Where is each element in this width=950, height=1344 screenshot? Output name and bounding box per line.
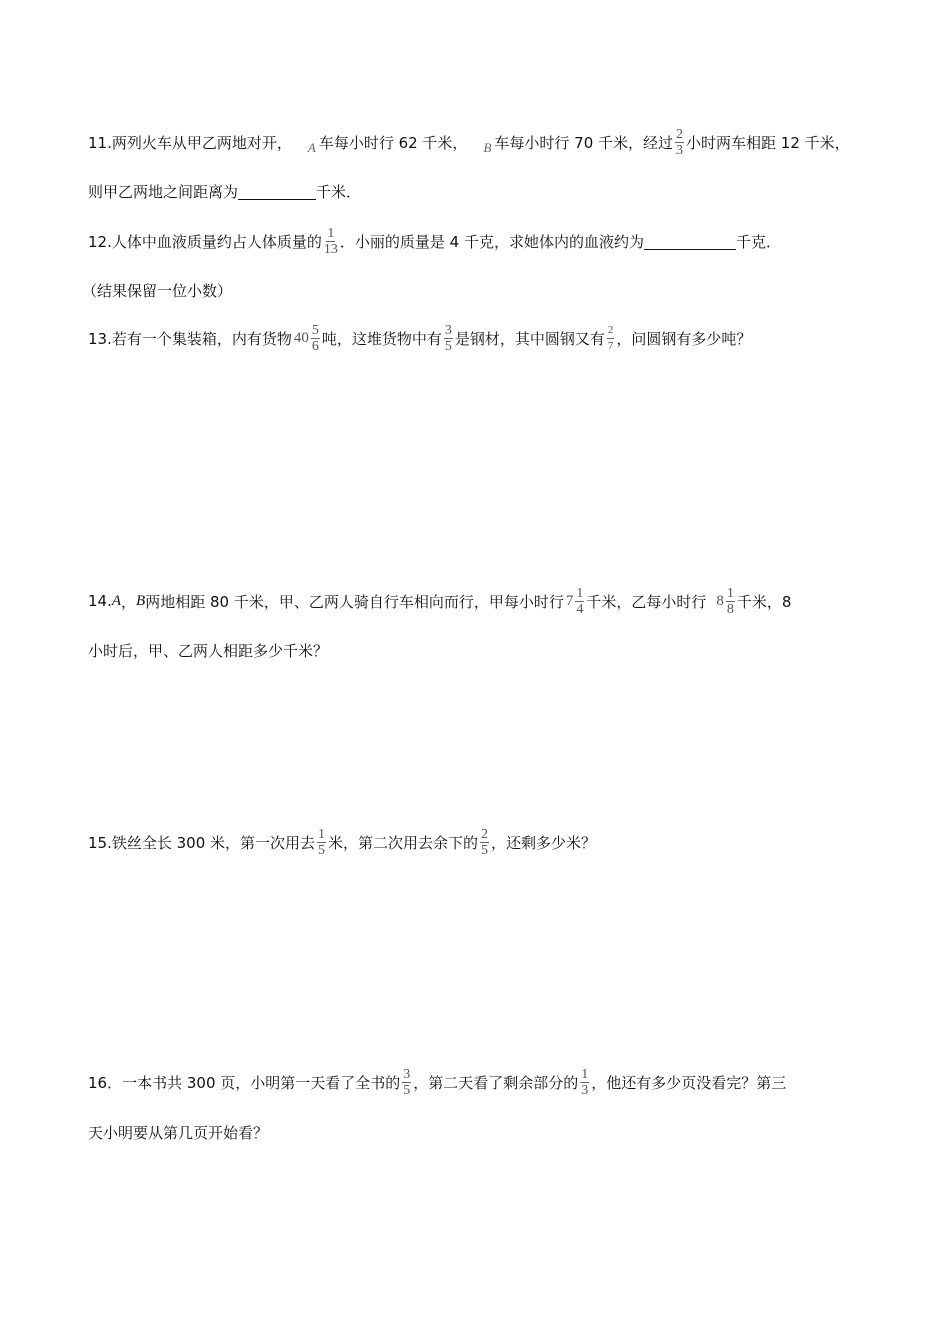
fraction bbox=[607, 323, 615, 354]
fraction bbox=[444, 323, 453, 354]
fraction bbox=[675, 127, 684, 158]
q14-text: 14. bbox=[88, 592, 112, 610]
q12-text: 12.人体中血液质量约占人体质量的 bbox=[88, 232, 322, 251]
q12-text: 千克． bbox=[735, 232, 781, 251]
denominator: 5 bbox=[318, 842, 326, 858]
denominator: 13 bbox=[323, 241, 338, 257]
q13-text: 13.若有一个集装箱，内有货物 bbox=[88, 329, 292, 348]
q14-text: 小时后，甲、乙两人相距多少千米？ bbox=[88, 641, 329, 660]
q11-line2 bbox=[88, 176, 361, 206]
q12-note-text: （结果保留一位小数） bbox=[82, 281, 233, 300]
denominator: 3 bbox=[581, 1082, 589, 1098]
q14-line1 bbox=[88, 586, 791, 616]
q14-text: 两地相距 80 千米，甲、乙两人骑自行车相向而行，甲每小时行 bbox=[145, 592, 564, 611]
denominator: 4 bbox=[576, 601, 584, 617]
whole-number: 40 bbox=[293, 329, 309, 346]
fraction bbox=[726, 586, 735, 617]
whole-number: 7 bbox=[565, 592, 574, 609]
q11-text: 小时两车相距 12 千米， bbox=[686, 133, 850, 152]
q11-text: 千米． bbox=[316, 182, 362, 201]
q12-line1 bbox=[88, 226, 781, 256]
q11-text: 11.两列火车从甲乙两地对开， bbox=[88, 133, 292, 152]
q12-text: ．小丽的质量是 4 千克，求她体内的血液约为 bbox=[339, 232, 644, 251]
numerator: 1 bbox=[726, 585, 734, 601]
fraction bbox=[324, 226, 338, 257]
fraction bbox=[480, 827, 489, 858]
denominator: 5 bbox=[481, 842, 489, 858]
numerator: 2 bbox=[607, 323, 615, 339]
q16-line2 bbox=[88, 1117, 268, 1147]
var-b: B bbox=[136, 592, 146, 609]
q15-line1 bbox=[88, 827, 596, 857]
q16-text: 天小明要从第几页开始看？ bbox=[88, 1123, 269, 1142]
q14-line2 bbox=[88, 635, 328, 665]
denominator: 8 bbox=[726, 601, 734, 617]
var-a: A bbox=[111, 592, 122, 609]
numerator: 1 bbox=[327, 225, 335, 241]
answer-blank[interactable] bbox=[238, 183, 316, 200]
q13-text: 是钢材，其中圆钢又有 bbox=[454, 329, 605, 348]
numerator: 2 bbox=[676, 126, 684, 142]
fraction bbox=[317, 827, 326, 858]
q14-text: 千米，乙每小时行 bbox=[586, 592, 707, 611]
q13-text: ，问圆钢有多少吨？ bbox=[616, 329, 752, 348]
var-a: A bbox=[307, 140, 316, 155]
denominator: 5 bbox=[403, 1082, 411, 1098]
q16-text: 16．一本书共 300 页，小明第一天看了全书的 bbox=[88, 1073, 401, 1092]
q16-text: ，第二天看了剩余部分的 bbox=[413, 1073, 579, 1092]
fraction bbox=[311, 323, 320, 354]
numerator: 1 bbox=[318, 826, 326, 842]
numerator: 3 bbox=[444, 322, 452, 338]
answer-blank[interactable] bbox=[644, 233, 736, 250]
fraction bbox=[580, 1067, 589, 1098]
q15-text: 15.铁丝全长 300 米，第一次用去 bbox=[88, 833, 316, 852]
denominator: 3 bbox=[676, 142, 684, 158]
q11-text: 车每小时行 62 千米， bbox=[318, 133, 468, 152]
denominator: 5 bbox=[444, 338, 452, 354]
numerator: 1 bbox=[576, 585, 584, 601]
q15-text: 米，第二次用去余下的 bbox=[328, 833, 479, 852]
numerator: 3 bbox=[403, 1066, 411, 1082]
q11-text: 车每小时行 70 千米，经过 bbox=[494, 133, 674, 152]
q12-note bbox=[82, 275, 232, 305]
numerator: 5 bbox=[311, 322, 319, 338]
q13-line1 bbox=[88, 323, 751, 353]
q14-text: ， bbox=[121, 592, 137, 611]
fraction bbox=[402, 1067, 411, 1098]
fraction bbox=[575, 586, 584, 617]
numerator: 2 bbox=[481, 826, 489, 842]
whole-number: 8 bbox=[716, 592, 724, 609]
q16-line1 bbox=[88, 1067, 786, 1097]
denominator: 7 bbox=[607, 339, 614, 352]
q11-text: 则甲乙两地之间距离为 bbox=[88, 182, 239, 201]
q13-text: 吨，这堆货物中有 bbox=[321, 329, 442, 348]
q11-line1 bbox=[88, 127, 850, 157]
var-b: B bbox=[483, 140, 492, 155]
numerator: 1 bbox=[581, 1066, 589, 1082]
q14-text: 千米，8 bbox=[736, 592, 792, 611]
q16-text: ，他还有多少页没看完？第三 bbox=[591, 1073, 787, 1092]
q15-text: ，还剩多少米？ bbox=[491, 833, 597, 852]
denominator: 6 bbox=[311, 338, 319, 354]
